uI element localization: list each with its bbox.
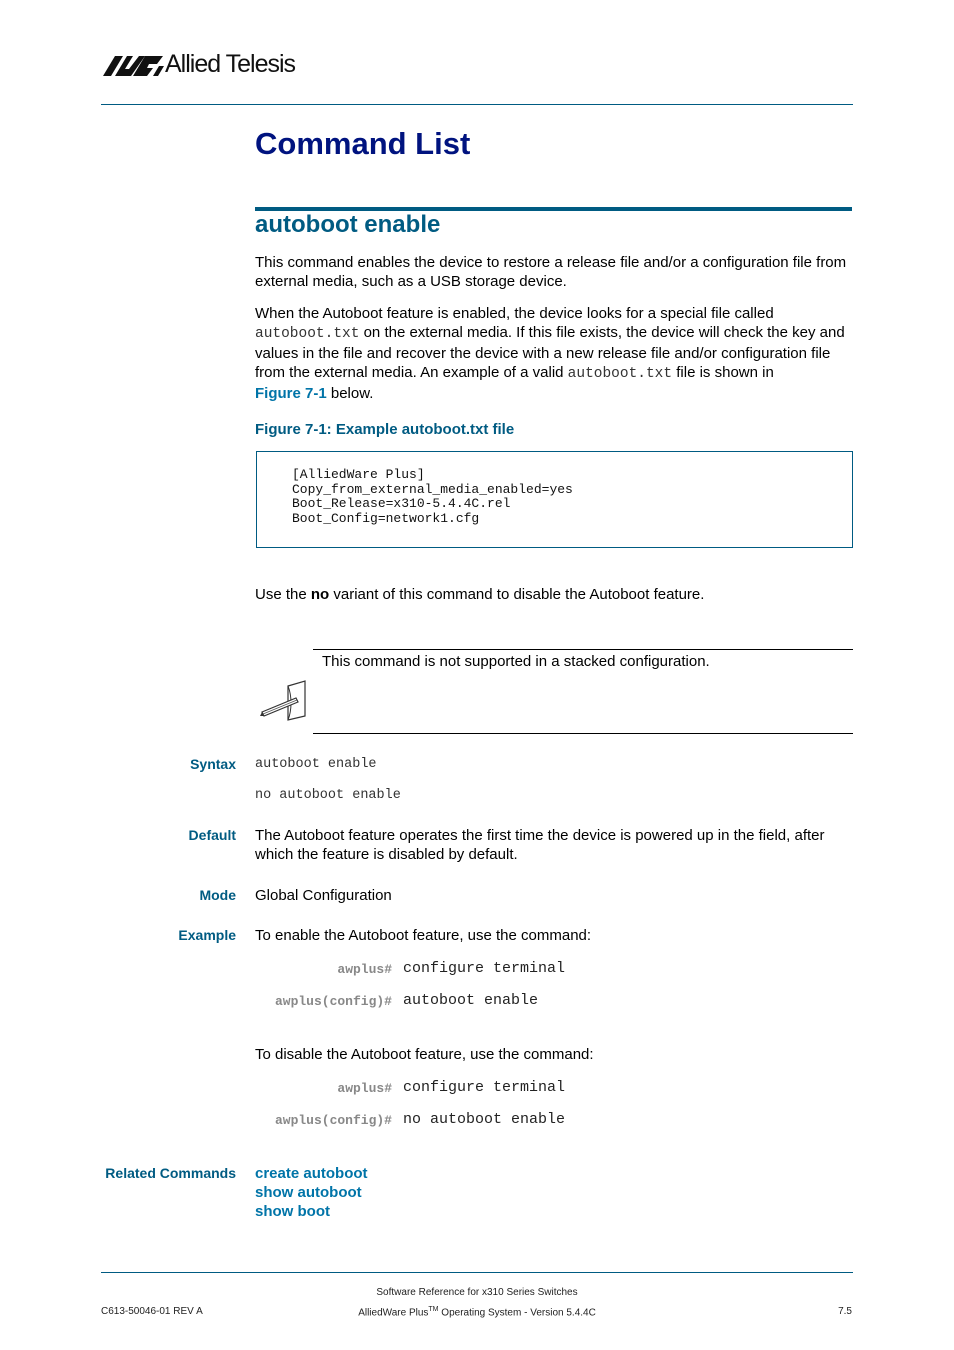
note-top-rule <box>313 649 853 650</box>
mode-text: Global Configuration <box>255 887 392 904</box>
related-link-show-boot[interactable]: show boot <box>255 1203 330 1220</box>
figure-code-box <box>256 451 853 548</box>
page-title: Command List <box>255 126 471 161</box>
footer-os-name: AlliedWare Plus <box>358 1307 429 1319</box>
mode-label: Mode <box>199 887 236 903</box>
default-text: The Autoboot feature operates the first time the device is powered up in the field, after which the feature is disabled by default. <box>255 827 825 863</box>
footer-doc-title: Software Reference for x310 Series Switches <box>376 1287 578 1298</box>
note-pencil-icon <box>258 680 308 722</box>
no-variant-text-2: variant of this command to disable the Autoboot feature. <box>329 586 705 603</box>
example-disable-intro: To disable the Autoboot feature, use the command: <box>255 1046 594 1063</box>
logo-mark-icon <box>101 52 165 78</box>
desc-code-1: autoboot.txt <box>255 326 360 342</box>
related-commands-label: Related Commands <box>105 1165 236 1181</box>
related-link-show-autoboot[interactable]: show autoboot <box>255 1184 362 1201</box>
example-prompt: awplus# <box>337 1081 392 1096</box>
example-command: no autoboot enable <box>403 1111 566 1128</box>
footer-doc-id: C613-50046-01 REV A <box>101 1306 203 1317</box>
figure-code: [AlliedWare Plus] Copy_from_external_media_enabled=yes Boot_Release=x310-5.4.4C.rel Boot_Config=network1.cfg <box>292 467 573 527</box>
figure-caption: Figure 7-1: Example autoboot.txt file <box>255 421 515 438</box>
footer-os-rest: Operating System - Version 5.4.4C <box>438 1307 596 1319</box>
example-prompt: awplus(config)# <box>274 1113 392 1128</box>
footer-rule <box>101 1272 853 1273</box>
example-prompt: awplus# <box>337 962 392 977</box>
desc-text-3: file is shown in <box>672 364 774 381</box>
note-text: This command is not supported in a stacked configuration. <box>322 653 710 670</box>
description-paragraph <box>255 304 855 403</box>
footer-page-number: 7.5 <box>838 1306 852 1317</box>
example-label: Example <box>178 927 236 943</box>
desc-text-1: When the Autoboot feature is enabled, the device looks for a special file called <box>255 305 774 322</box>
note-bottom-rule <box>313 733 853 734</box>
no-variant-bold: no <box>310 586 330 603</box>
logo-text: Allied Telesis <box>165 50 296 78</box>
syntax-line-1: autoboot enable <box>255 757 377 772</box>
allied-telesis-logo <box>101 50 301 80</box>
desc-text-4: below. <box>326 385 374 402</box>
figure-link[interactable]: Figure 7-1 <box>255 385 327 402</box>
no-variant-paragraph <box>255 585 855 604</box>
example-prompt: awplus(config)# <box>274 994 392 1009</box>
section-title: autoboot enable <box>255 211 441 238</box>
desc-code-2: autoboot.txt <box>567 366 673 382</box>
header-rule <box>101 104 853 105</box>
example-command: autoboot enable <box>403 992 539 1009</box>
example-command: configure terminal <box>403 960 566 977</box>
related-link-create-autoboot[interactable]: create autoboot <box>255 1165 368 1182</box>
desc-text-2: on the external media. If this file exists, the device will check the key and values in the file and recover the device with a new release file and/or configuration file from the external media. An example of a valid <box>255 324 845 381</box>
syntax-label: Syntax <box>190 756 236 772</box>
footer-tm: TM <box>428 1306 439 1313</box>
related-commands-list <box>255 1164 368 1221</box>
no-variant-text-1: Use the <box>255 586 311 603</box>
default-label: Default <box>188 827 236 843</box>
footer-os-version <box>358 1306 596 1318</box>
example-enable-intro: To enable the Autoboot feature, use the command: <box>255 927 592 944</box>
intro-paragraph: This command enables the device to restore a release file and/or a configuration file from external media, such as a USB storage device. <box>255 254 847 290</box>
example-command: configure terminal <box>403 1079 566 1096</box>
syntax-line-2: no autoboot enable <box>255 788 401 803</box>
